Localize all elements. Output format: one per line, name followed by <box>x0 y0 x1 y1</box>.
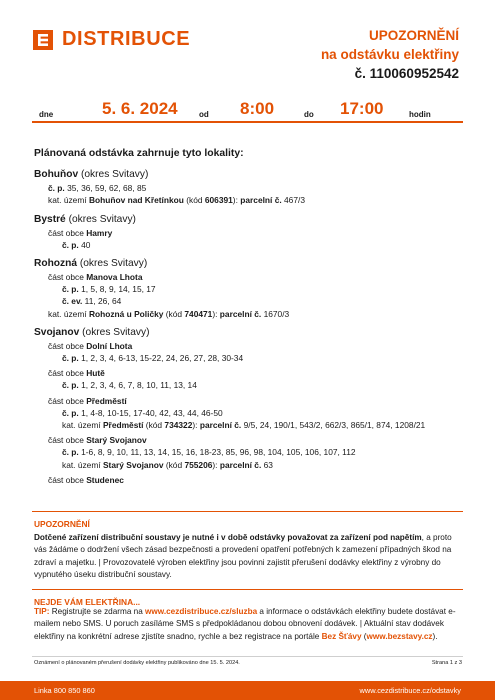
page-number: Strana 1 z 3 <box>431 660 462 666</box>
cp-values: 35, 36, 59, 62, 68, 85 <box>67 183 147 194</box>
location-name: Bohuňov <box>34 169 79 181</box>
cp-label: č. p. <box>62 239 79 250</box>
location-district: (okres Svitavy) <box>80 169 149 181</box>
part-hute <box>34 367 464 379</box>
part-predmesti <box>34 395 464 407</box>
parcel-label: parcelní č. <box>219 459 262 470</box>
cp-values: 40 <box>81 239 91 250</box>
cez-logo-icon <box>33 30 53 50</box>
notice-number: č. 110060952542 <box>354 66 459 81</box>
parcel-label: parcelní č. <box>219 308 262 319</box>
unit-label: hodin <box>409 110 431 119</box>
ku-label: kat. území <box>48 195 87 206</box>
location-bystre <box>34 213 464 251</box>
tip-label: TIP: <box>34 607 50 616</box>
location-name: Bystré <box>34 213 66 225</box>
parcel-values: 9/5, 24, 190/1, 543/2, 662/3, 865/1, 874, 1208/21 <box>243 420 426 431</box>
registration-link[interactable]: www.cezdistribuce.cz/sluzba <box>145 607 258 616</box>
part-studenec <box>34 474 464 486</box>
from-time: 8:00 <box>240 99 275 118</box>
to-label: do <box>304 110 314 119</box>
warning-rest-text: , a proto vás žádáme o dodržení všech zásad bezpečnosti a provedení opatření potřebných k zamezení případných škod na zdraví a majetku. | Provozovatelé výroben elektřiny jsou povinni zajistit přerušení dodávky elektřiny z výrobny do vypnutého úseku distribuční soustavy. <box>34 533 452 580</box>
locations-intro: Plánovaná odstávka zahrnuje tyto lokality: <box>34 148 244 159</box>
notice-title: UPOZORNĚNÍ <box>368 28 459 43</box>
date-label: dne <box>39 110 54 119</box>
part-name: Manova Lhota <box>86 272 143 283</box>
cp-label: č. p. <box>62 284 79 295</box>
cp-values: 1, 2, 3, 4, 6-13, 15-22, 24, 26, 27, 28, 30-34 <box>81 353 244 364</box>
location-district: (okres Svitavy) <box>68 213 136 225</box>
warning-text <box>34 532 462 582</box>
bez-stavy-brand: Bez Šťávy <box>321 631 362 641</box>
ku-label: kat. území <box>62 459 101 470</box>
ev-values: 11, 26, 64 <box>84 296 122 307</box>
cp-values: 1, 4-8, 10-15, 17-40, 42, 43, 44, 46-50 <box>81 407 223 418</box>
notice-subtitle: na odstávku elektřiny <box>320 47 459 62</box>
cp-label: č. p. <box>48 183 65 194</box>
ku-code-label: (kód <box>145 420 163 431</box>
part-name: Dolní Lhota <box>86 340 133 351</box>
ku-code-end: ): <box>232 195 238 206</box>
date-divider <box>32 121 463 123</box>
to-time: 17:00 <box>340 99 384 118</box>
part-label: část obce <box>48 368 84 379</box>
locations-section <box>34 148 464 492</box>
ku-code-label: (kód <box>186 195 203 206</box>
tip-text-2: a informace o odstávkách elektřiny budete dostávat e-mailem nebo SMS. U poruch zasíláme SMS s předpokládanou dobou obnovení dodávek. | Aktuální stav dodávek elektřiny na konkrétní adrese zjistíte snadno, rychle a bez registrace na portále <box>34 607 456 641</box>
ku-code-label: (kód <box>165 308 183 319</box>
cp-label: č. p. <box>62 353 79 364</box>
bezstavy-link[interactable]: www.bezstavy.cz <box>366 631 433 641</box>
ku-code: 606391 <box>204 195 233 206</box>
section-divider <box>32 511 463 512</box>
outage-date: 5. 6. 2024 <box>102 99 178 118</box>
brand-name: DISTRIBUCE <box>62 28 191 50</box>
notice-header <box>321 26 459 83</box>
footer-divider <box>32 656 463 657</box>
part-name: Studenec <box>86 474 124 485</box>
part-label: část obce <box>48 272 84 283</box>
tip-text-1: Registrujte se zdarma na <box>49 607 146 616</box>
part-name: Hutě <box>86 368 105 379</box>
section-divider <box>32 589 463 590</box>
ku-name: Rohozná u Poličky <box>88 308 164 319</box>
tip-text-4: ). <box>432 631 438 641</box>
outage-date-row <box>32 98 463 122</box>
part-label: část obce <box>48 474 84 485</box>
parcel-values: 1670/3 <box>263 308 290 319</box>
parcel-label: parcelní č. <box>240 195 282 206</box>
cp-label: č. p. <box>62 447 79 458</box>
ku-code-label: (kód <box>165 459 183 470</box>
hotline-number[interactable]: Linka 800 850 860 <box>34 686 95 695</box>
part-dolni-lhota <box>34 340 464 352</box>
ku-name: Starý Svojanov <box>102 459 164 470</box>
cp-label: č. p. <box>62 407 79 418</box>
ku-code-end: ): <box>212 459 218 470</box>
ku-code: 734322 <box>164 420 193 431</box>
location-name: Rohozná <box>34 258 78 270</box>
part-stary-svojanov <box>34 434 464 446</box>
footer-website-link[interactable]: www.cezdistribuce.cz/odstavky <box>359 686 461 695</box>
part-label: část obce <box>48 227 84 238</box>
ku-code: 755206 <box>184 459 213 470</box>
publication-note: Oznámení o plánovaném přerušení dodávky elektřiny publikováno dne 15. 5. 2024. <box>34 660 240 666</box>
part-name: Předměstí <box>86 395 127 406</box>
parcel-label: parcelní č. <box>199 420 242 431</box>
warning-bold-text: Dotčené zařízení distribuční soustavy je nutné i v době odstávky považovat za zařízení pod napětím <box>34 533 422 542</box>
part-name: Hamry <box>86 227 113 238</box>
location-rohozna <box>34 257 464 320</box>
location-district: (okres Svitavy) <box>79 258 148 270</box>
warning-title: UPOZORNĚNÍ <box>34 519 90 529</box>
parcel-values: 467/3 <box>284 195 305 206</box>
location-name: Svojanov <box>34 326 80 338</box>
from-label: od <box>199 110 209 119</box>
cp-values: 1, 2, 3, 4, 6, 7, 8, 10, 11, 13, 14 <box>81 380 197 391</box>
tip-text-3: ( <box>361 631 367 641</box>
location-bohunov <box>34 168 464 206</box>
ku-code-end: ): <box>192 420 198 431</box>
part-label: část obce <box>48 435 84 446</box>
brand-logo <box>33 28 190 51</box>
cp-label: č. p. <box>62 380 79 391</box>
location-district: (okres Svitavy) <box>82 326 150 338</box>
ev-label: č. ev. <box>62 296 83 307</box>
news-text <box>34 606 462 643</box>
part-label: část obce <box>48 340 84 351</box>
ku-code: 740471 <box>184 308 213 319</box>
cp-values: 1, 5, 8, 9, 14, 15, 17 <box>81 284 156 295</box>
ku-code-end: ): <box>212 308 218 319</box>
ku-label: kat. území <box>48 308 87 319</box>
cp-values: 1-6, 8, 9, 10, 11, 13, 14, 15, 16, 18-23, 85, 96, 98, 104, 105, 106, 107, 112 <box>81 447 356 458</box>
ku-name: Předměstí <box>102 420 144 431</box>
ku-label: kat. území <box>62 420 101 431</box>
ku-name: Bohuňov nad Křetínkou <box>88 195 184 206</box>
part-label: část obce <box>48 395 84 406</box>
news-title: NEJDE VÁM ELEKTŘINA... <box>34 597 141 607</box>
part-name: Starý Svojanov <box>86 435 147 446</box>
parcel-values: 63 <box>263 459 273 470</box>
location-svojanov <box>34 326 464 486</box>
